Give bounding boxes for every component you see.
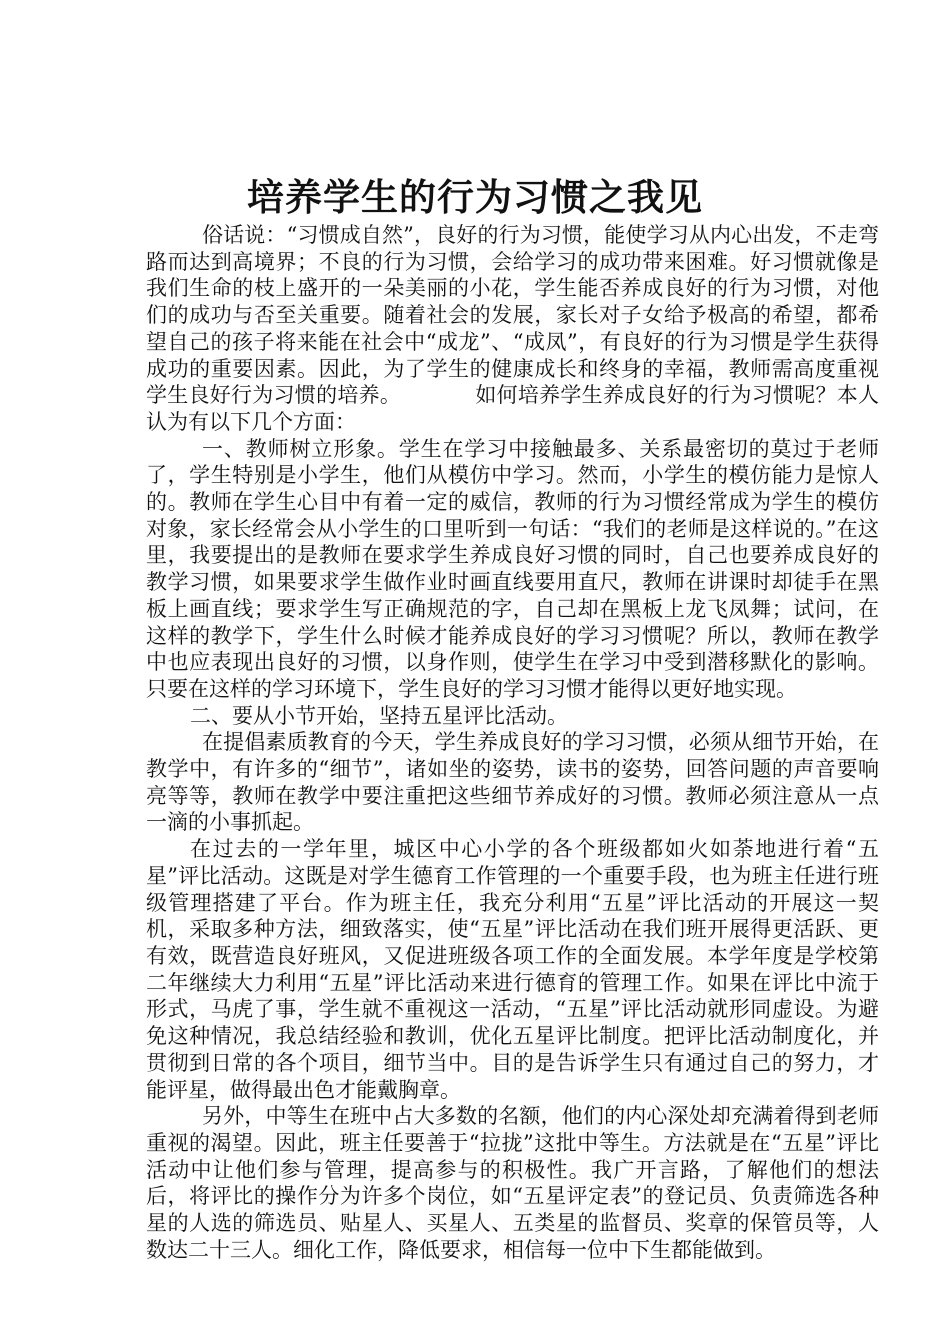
paragraph-intro-text: 俗话说：“习惯成自然”，良好的行为习惯，能使学习从内心出发，不走弯路而达到高境界；不良的行为习惯，会给学习的成功带来困难。好习惯就像是我们生命的枝上盛开的一朵美丽的小花，学生能否养成良好的行为习惯，对他们的成功与否至关重要。随着社会的发展，家长对子女给予极高的希望，都希望自己的孩子将来能在社会中“成龙”、“成凤”，有良好的行为习惯是学生获得成功的重要因素。因此，为了学生的健康成长和终身的幸福，教师需高度重视学生良好行为习惯的培养。 xyxy=(146,223,879,408)
document-title: 培养学生的行为习惯之我见 xyxy=(247,175,703,219)
paragraph-section-1: 一、教师树立形象。学生在学习中接触最多、关系最密切的莫过于老师了，学生特别是小学生，他们从模仿中学习。然而，小学生的模仿能力是惊人的。教师在学生心目中有着一定的威信，教师的行为习惯经常成为学生的模仿对象，家长经常会从小学生的口里听到一句话：“我们的老师是这样说的。”在这里，我要提出的是教师在要求学生养成良好习惯的同时，自己也要养成良好的教学习惯，如果要求学生做作业时画直线要用直尺，教师在讲课时却徒手在黑板上画直线；要求学生写正确规范的字，自己却在黑板上龙飞凤舞；试问，在这样的教学下，学生什么时候才能养成良好的学习习惯呢？所以，教师在教学中也应表现出良好的习惯，以身作则，使学生在学习中受到潜移默化的影响。只要在这样的学习环境下，学生良好的学习习惯才能得以更好地实现。 xyxy=(146,436,879,701)
section-2-heading: 二、要从小节开始，坚持五星评比活动。 xyxy=(190,703,568,728)
document-body xyxy=(146,222,879,1263)
paragraph-section-2-1: 在提倡素质教育的今天，学生养成良好的学习习惯，必须从细节开始，在教学中，有许多的“细节”，诸如坐的姿势，读书的姿势，回答问题的声音要响亮等等，教师在教学中要注重把这些细节养成好的习惯。教师必须注意从一点一滴的小事抓起。 xyxy=(146,730,879,835)
paragraph-intro-question: 如何培养学生养成良好的行为习惯呢？本人认为有以下几个方面： xyxy=(146,383,880,434)
paragraph-section-2-3: 另外，中等生在班中占大多数的名额，他们的内心深处却充满着得到老师重视的渴望。因此，班主任要善于“拉拢”这批中等生。方法就是在“五星”评比活动中让他们参与管理，提高参与的积极性。我广开言路，了解他们的想法后，将评比的操作分为许多个岗位，如“五星评定表”的登记员、负责筛选各种星的人选的筛选员、贴星人、买星人、五类星的监督员、奖章的保管员等，人数达二十三人。细化工作，降低要求，相信每一位中下生都能做到。 xyxy=(146,1104,879,1262)
paragraph-intro xyxy=(146,222,879,436)
paragraph-section-2-2: 在过去的一学年里，城区中心小学的各个班级都如火如荼地进行着“五星”评比活动。这既是对学生德育工作管理的一个重要手段，也为班主任进行班级管理搭建了平台。作为班主任，我充分利用“五星”评比活动的开展这一契机，采取多种方法，细致落实，使“五星”评比活动在我们班开展得更活跃、更有效，既营造良好班风，又促进班级各项工作的全面发展。本学年度是学校第二年继续大力利用“五星”评比活动来进行德育的管理工作。如果在评比中流于形式，马虎了事，学生就不重视这一活动，“五星”评比活动就形同虚设。为避免这种情况，我总结经验和教训，优化五星评比制度。把评比活动制度化，并贯彻到日常的各个项目，细节当中。目的是告诉学生只有通过自己的努力，才能评星，做得最出色才能戴胸章。 xyxy=(146,837,879,1102)
